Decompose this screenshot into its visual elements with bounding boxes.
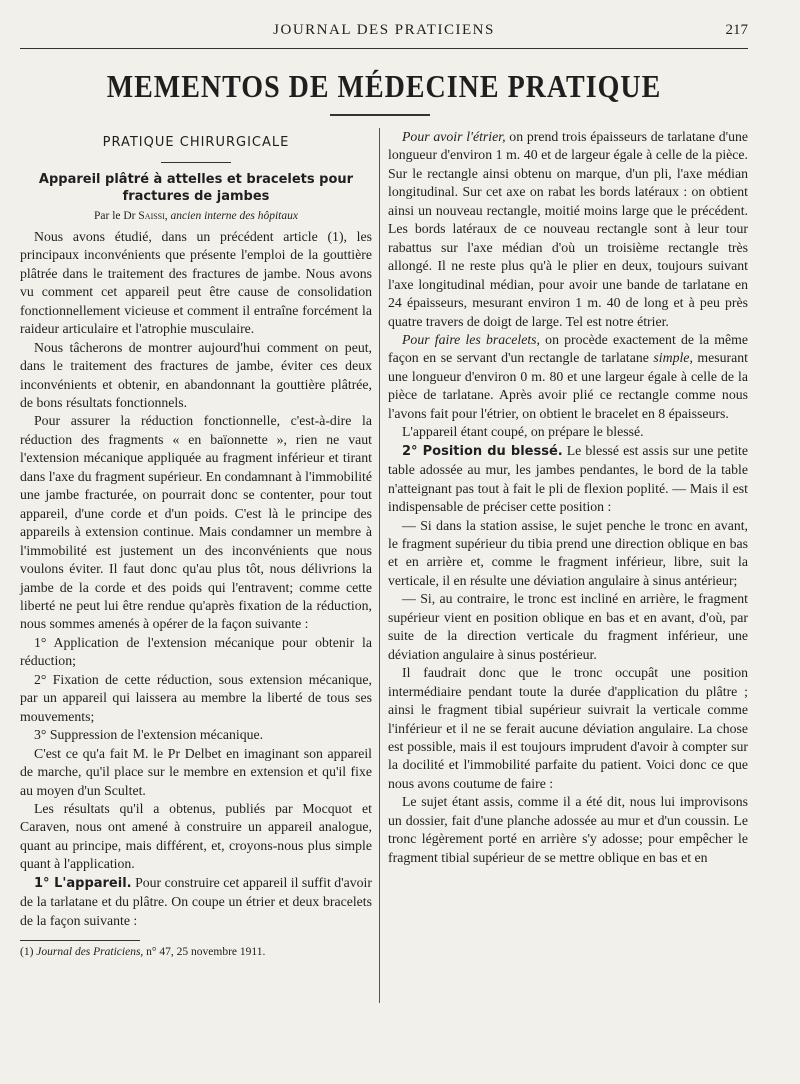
byline-prefix: Par le Dr (94, 210, 136, 223)
paragraph: Nous avons étudié, dans un précédent article (1), les principaux inconvénients que présente l'emploi de la gouttière plâtrée dans le traitement des fractures de jambe. Nous avons vu comment cet appareil peut être cause de consolidation fonctionnellement vicieuse et comment il entraîne forcément la raideur articulaire et l'atrophie musculaire. (20, 228, 372, 337)
paragraph: C'est ce qu'a fait M. le Pr Delbet en imaginant son appareil de marche, qu'il place sur le membre en extension et qu'il fixe au moyen d'un Scultet. (20, 745, 372, 798)
paragraph-lead: Pour avoir l'étrier, (402, 129, 506, 144)
subsection-heading: 1° L'appareil. (34, 875, 132, 891)
paragraph: Nous tâcherons de montrer aujourd'hui comment on peut, dans le traitement des fractures de jambe, éviter ces deux inconvénients et obtenir, en abandonnant la gouttière plâtrée, de bons résultats fonctionnels. (20, 339, 372, 410)
paragraph: — Si dans la station assise, le sujet penche le tronc en avant, le fragment supérieur du tibia prend une direction oblique en bas et en arrière et, comme le fragment inférieur, libre, suit la verticale, il en résulte une déviation angulaire à sinus antérieur; (388, 517, 748, 588)
footnote-rule (20, 940, 140, 941)
paragraph (388, 442, 748, 517)
footnote-mark: (1) (20, 946, 34, 959)
paragraph (388, 331, 748, 423)
list-item: 1° Application de l'extension mécanique pour obtenir la réduction; (20, 634, 372, 669)
author-affiliation: ancien interne des hôpitaux (170, 210, 298, 223)
page-number: 217 (725, 22, 748, 38)
article-title: Appareil plâtré à attelles et bracelets pour fractures de jambes (38, 172, 354, 205)
journal-name: JOURNAL DES PRATICIENS (273, 22, 495, 38)
footnote-text: , n° 47, 25 novembre 1911. (140, 946, 266, 959)
title-rule (330, 114, 430, 116)
paragraph-text: , mesurant une longueur d'environ 0 m. 80 et une largeur égale à celle de la pièce de tarlatane. Après avoir plié ce rectangle comme nous l'avons fait pour l'étrier, on obtient le bracelet en 8 épaisseurs. (388, 350, 748, 421)
paragraph-text: on prend trois épaisseurs de tarlatane d'une longueur d'environ 1 m. 40 et de largeur égale à celle de la pièce. Sur le rectangle ainsi obtenu on marque, d'un pli, l'axe médian longitudinal. Sur cet axe on rabat les bords latéraux : on obtient ainsi un nouveau rectangle, moitié moins large que le précédent. Les bords latéraux de ce nouveau rectangle sont à leur tour rabattus sur l'axe médian d'où un troisième rectangle très allongé. Il ne reste plus qu'à le plier en deux, toujours suivant l'axe longitudinal médian, pour avoir une bande de tarlatane en 24 épaisseurs, mesurant environ 1 m. 40 de long et à peu près quatre travers de doigt de large. Tel est notre étrier. (388, 129, 748, 329)
paragraph: Pour assurer la réduction fonctionnelle, c'est-à-dire la réduction des fragments « en baïonnette », rien ne vaut l'extension mécanique appliquée au fragment inférieur et tirant dans l'axe du fragment supérieur. En condamnant à l'immobilité une jambe fracturée, on pourrait donc se contenter, pour tout appareil, d'une corde et d'un poids. C'est là le principe des appareils à extension continue. Mais condamner un membre à l'immobilité est justement un des inconvénients que nous voulons éviter. Il faut donc qu'au plus tôt, nous délivrions la jambe de la corde et des poids qui l'entravent; comme cette liberté ne peut lui être rendue qu'après fixation de la réduction, nous sommes amenés à opérer de la façon suivante : (20, 413, 372, 632)
section-rule (161, 162, 231, 163)
section-heading: PRATIQUE CHIRURGICALE (102, 135, 290, 150)
paragraph: Il faudrait donc que le tronc occupât une position intermédiaire pendant toute la durée d'application du plâtre ; ainsi le fragment tibial supérieur suivrait la verticale comme l'inférieur et il ne se ferait aucune déviation angulaire. La chose est possible, mais il est toujours imprudent d'avoir à compter sur la docilité et l'immobilité parfaite du patient. Voici donc ce que nous avons coutume de faire : (388, 665, 748, 791)
left-column (20, 128, 372, 960)
paragraph: Les résultats qu'il a obtenus, publiés par Mocquot et Caraven, nous ont amené à construire un appareil analogue, quant au principe, mais différent, et, croyons-nous plus simple quant à l'application. (20, 800, 372, 872)
paragraph: — Si, au contraire, le tronc est incliné en arrière, le fragment supérieur vient en position oblique en bas et en avant, d'où, par suite de la direction verticale du fragment inférieur, une déviation angulaire à sinus postérieur. (388, 591, 748, 662)
right-column (388, 128, 748, 867)
column-divider (379, 128, 380, 1003)
byline (20, 207, 372, 225)
paragraph-lead: Pour faire les bracelets, (402, 331, 540, 347)
paragraph-text: on procède exactement de la même façon en se servant d'un rectangle de tarlatane (388, 331, 748, 366)
paragraph (388, 128, 748, 331)
list-item: 3° Suppression de l'extension mécanique. (34, 727, 264, 743)
list-item: 2° Fixation de cette réduction, sous extension mécanique, par un appareil qui laissera au membre la liberté de tous ses mouvements; (20, 671, 372, 724)
page-title: MEMENTOS DE MÉDECINE PRATIQUE (106, 69, 662, 106)
paragraph (20, 874, 372, 930)
paragraph: Le sujet étant assis, comme il a été dit, nous lui improvisons un dossier, fait d'une planche adossée au mur et d'un coussin. Le tronc légèrement porté en arrière s'y adosse; pour empêcher le fragment tibial supérieur de se mettre oblique en bas et en (388, 794, 748, 865)
footnote (20, 945, 372, 960)
author-name: Saissi, (138, 210, 168, 223)
paragraph-text: Le blessé est assis sur une petite table adossée au mur, les jambes pendantes, le bord de la table n'atteignant pas tout à fait le pli de flexion poplité. — Mais il est indispensable de préciser cette position : (388, 442, 748, 515)
running-head (20, 20, 748, 49)
paragraph: L'appareil étant coupé, on prépare le blessé. (402, 424, 644, 440)
paragraph-text: Pour construire cet appareil il suffit d'avoir de la tarlatane et du plâtre. On coupe un étrier et deux bracelets de la façon suivante : (20, 874, 372, 928)
emphasis: simple (653, 350, 690, 366)
subsection-heading: 2° Position du blessé. (402, 443, 563, 459)
footnote-journal: Journal des Praticiens (36, 946, 141, 959)
